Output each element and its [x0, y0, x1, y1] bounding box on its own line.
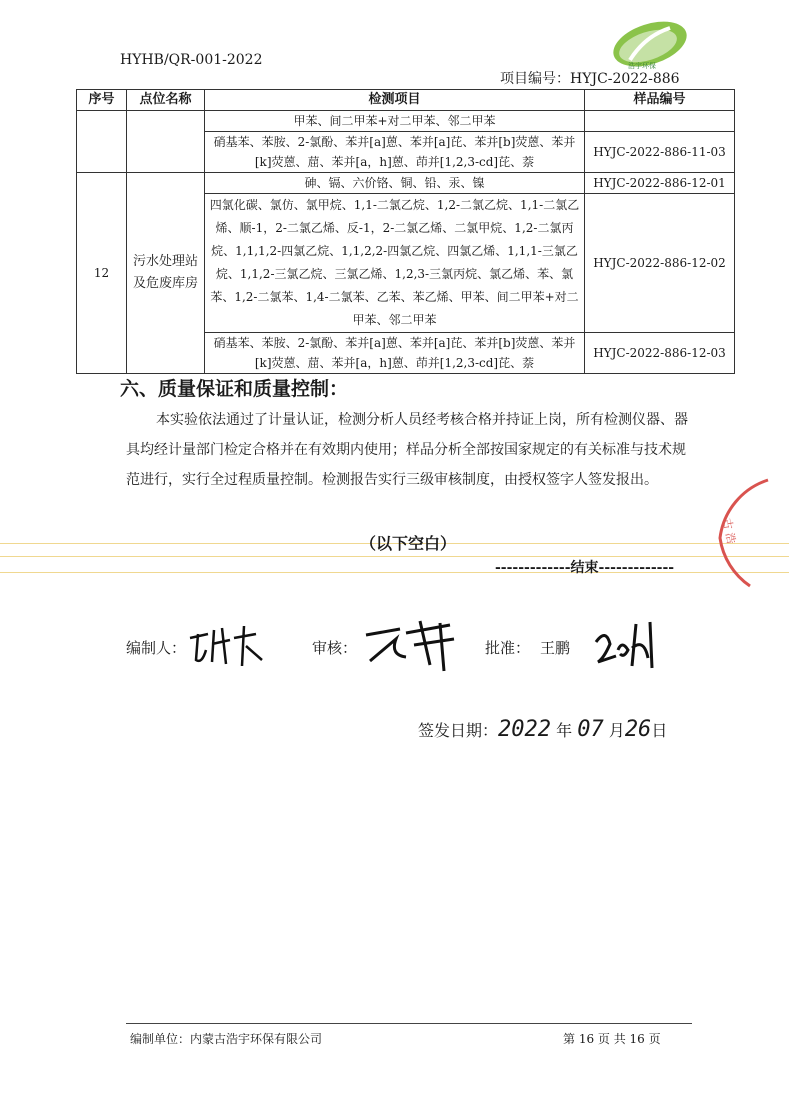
row12-sample-2: HYJC-2022-886-12-02: [585, 194, 735, 333]
footer-org: 编制单位：内蒙古浩宇环保有限公司: [130, 1032, 323, 1046]
detection-table: [76, 89, 735, 374]
row12-sample-3: HYJC-2022-886-12-03: [585, 333, 735, 374]
approver-name: 王鹏: [540, 639, 571, 657]
table-header-row: [77, 90, 735, 111]
date-day-unit: 日: [651, 721, 668, 740]
end-marker: -------------结束-------------: [495, 560, 675, 576]
red-seal-stamp-icon: [710, 478, 770, 588]
row12-items-svoc: 硝基苯、苯胺、2-氯酚、苯并[a]蒽、苯并[a]芘、苯并[b]荧蒽、苯并[k]荧蒽、䓛、苯并[a，h]蒽、茚并[1,2,3-cd]芘、萘: [205, 333, 585, 374]
header-items: 检测项目: [205, 90, 585, 111]
approver-label: 批准：: [485, 639, 531, 657]
date-day: 26: [624, 717, 652, 742]
approver-signature-icon: [592, 618, 656, 672]
date-year: 2022: [498, 717, 551, 742]
project-number: [500, 68, 680, 88]
company-logo-icon: [600, 16, 690, 74]
row11-no: [77, 111, 127, 173]
reviewer-label: 审核：: [312, 639, 358, 657]
compiler-label: 编制人：: [126, 639, 187, 657]
date-month-unit: 月: [608, 721, 625, 740]
issue-date: [418, 717, 667, 742]
document-code: HYHB/QR-001-2022: [120, 52, 263, 68]
row11-items-voc: 甲苯、间二甲苯+对二甲苯、邻二甲苯: [205, 111, 585, 132]
header-site: 点位名称: [127, 90, 205, 111]
row12-items-metals: 砷、镉、六价铬、铜、铅、汞、镍: [205, 173, 585, 194]
row12-site: 污水处理站及危废库房: [127, 173, 205, 374]
row12-no: 12: [77, 173, 127, 374]
blank-note: （以下空白）: [360, 534, 457, 553]
row11-sample-empty: [585, 111, 735, 132]
date-month: 07: [577, 717, 604, 742]
table-row: [77, 173, 735, 194]
qa-paragraph: 本实验依法通过了计量认证，检测分析人员经考核合格并持证上岗，所有检测仪器、器具均经计量部门检定合格并在有效期内使用；样品分析全部按国家规定的有关标准与技术规范进行，实行全过程质量控制。检测报告实行三级审核制度，由授权签字人签发报出。: [126, 412, 688, 488]
header-no: 序号: [77, 90, 127, 111]
date-year-unit: 年: [556, 721, 573, 740]
compiler-signature-icon: [186, 620, 266, 670]
row11-sample-3: HYJC-2022-886-11-03: [585, 132, 735, 173]
row11-site: [127, 111, 205, 173]
header-sample: 样品编号: [585, 90, 735, 111]
reviewer-signature-icon: [360, 615, 460, 675]
footer-divider: [126, 1023, 692, 1024]
table-row: [77, 111, 735, 132]
row12-sample-1: HYJC-2022-886-12-01: [585, 173, 735, 194]
row12-items-voc: 四氯化碳、氯仿、氯甲烷、1,1-二氯乙烷、1,2-二氯乙烷、1,1-二氯乙烯、顺-1，2-二氯乙烯、反-1，2-二氯乙烯、二氯甲烷、1,2-二氯丙烷、1,1,1,2-四氯乙烷、1,1,2,2-四氯乙烷、四氯乙烯、1,1,1-三氯乙烷、1,1,2-三氯乙烷、三氯乙烯、1,2,3-三氯丙烷、氯乙烯、苯、氯苯、1,2-二氯苯、1,4-二氯苯、乙苯、苯乙烯、甲苯、间二甲苯+对二甲苯、邻二甲苯: [205, 194, 585, 333]
svg-text:浩宇环保: 浩宇环保: [628, 62, 656, 70]
date-label: 签发日期：: [418, 721, 499, 740]
footer-page-number: 第 16 页 共 16 页: [563, 1032, 661, 1046]
section-title: 六、质量保证和质量控制：: [120, 378, 349, 400]
row11-items-svoc: 硝基苯、苯胺、2-氯酚、苯并[a]蒽、苯并[a]芘、苯并[b]荧蒽、苯并[k]荧蒽、䓛、苯并[a，h]蒽、茚并[1,2,3-cd]芘、萘: [205, 132, 585, 173]
project-number-value: HYJC-2022-886: [570, 71, 680, 87]
svg-text:古 浩: 古 浩: [720, 517, 738, 545]
project-number-label: 项目编号：: [500, 71, 570, 87]
